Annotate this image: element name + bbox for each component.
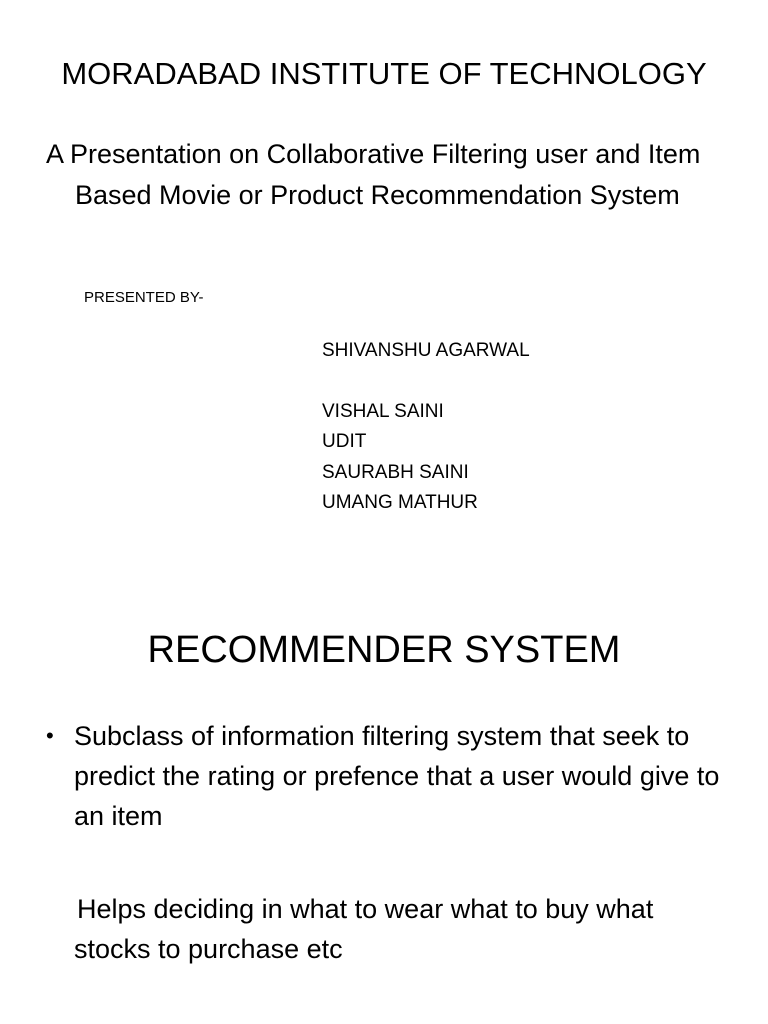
bullet-item <box>46 716 726 836</box>
presenter-name: VISHAL SAINI <box>322 400 444 422</box>
bullet-list <box>46 716 726 836</box>
institute-title: MORADABAD INSTITUTE OF TECHNOLOGY <box>61 56 707 91</box>
slide-recommender-system <box>0 600 768 1024</box>
presenter-name: SHIVANSHU AGARWAL <box>322 340 530 361</box>
section-title: RECOMMENDER SYSTEM <box>147 629 621 671</box>
body-paragraph: Helps deciding in what to wear what to buy what stocks to purchase etc <box>74 894 654 964</box>
presenter-name: SAURABH SAINI <box>322 461 469 483</box>
presenter-name: UDIT <box>322 431 367 452</box>
presenter-list <box>322 336 530 519</box>
presenter-name: UMANG MATHUR <box>322 492 478 513</box>
presenter-gap <box>322 367 530 397</box>
presentation-subtitle: A Presentation on Collaborative Filtering user and Item Based Movie or Product Recommendation System <box>46 139 701 210</box>
bullet-icon: • <box>46 723 54 748</box>
bullet-text: Subclass of information filtering system that seek to predict the rating or prefence that a user would give to an item <box>74 721 720 831</box>
presented-by-label: PRESENTED BY- <box>84 289 204 306</box>
